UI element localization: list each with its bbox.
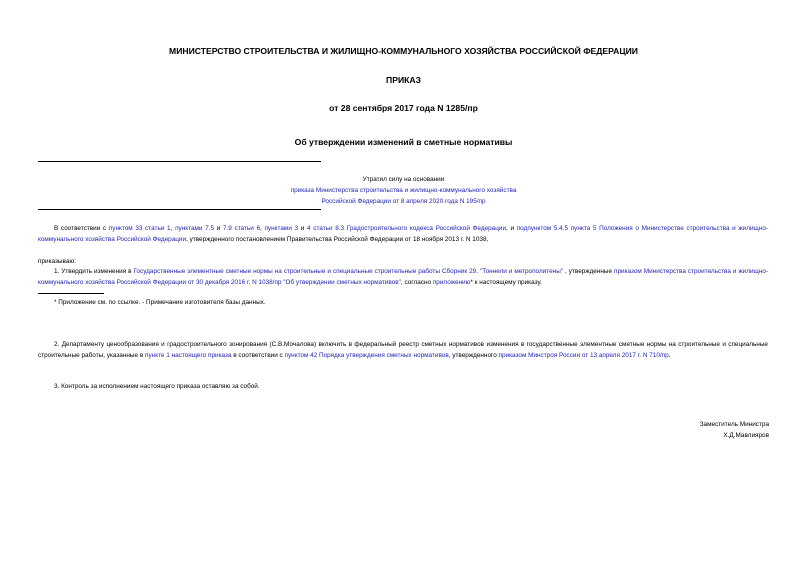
item-3-paragraph: 3. Контроль за исполнением настоящего приказа оставляю за собой.: [54, 383, 260, 390]
basis-text-5: и: [298, 225, 308, 232]
order-title: Об утверждении изменений в сметные нормативы: [294, 137, 513, 147]
lost-force-link-line1[interactable]: приказа Министерства строительства и жилищно-коммунального хозяйства: [290, 187, 517, 194]
item2-text-2: в соответствии с: [231, 352, 285, 359]
signature-block: [700, 419, 769, 441]
basis-text-6: , и: [506, 225, 517, 232]
link-ministry-regulation[interactable]: подпунктом 5.4.5 пункта 5 Положения о Министерстве строительства и жилищно-коммунального хозяйства Российской Федерации: [38, 225, 769, 243]
link-order-1038[interactable]: приказом Министерства строительства и жилищно-коммунального хозяйства Российской Федерации от 30 декабря 2016 г. N 1038/пр "Об утверждении сметных нормативов": [38, 268, 768, 286]
footnote-divider: [38, 293, 104, 294]
item1-text-3: , согласно: [400, 279, 433, 286]
basis-text-4: ,: [260, 225, 265, 232]
document-type: ПРИКАЗ: [386, 75, 421, 85]
signatory-name: Х.Д.Мавлияров: [723, 432, 769, 439]
basis-paragraph: [38, 223, 768, 245]
item-1-paragraph: [38, 266, 768, 288]
link-item1-this-order[interactable]: пункте 1 настоящего приказа: [145, 352, 232, 359]
item1-text-1: 1. Утвердить изменения в: [54, 268, 134, 275]
item1-text-4: * к настоящему приказу.: [470, 279, 542, 286]
item2-text-4: .: [668, 352, 671, 359]
item2-text-1: 2. Департаменту ценообразования и градостроительного зонирования (С.В.Мочалова) включить в федеральный реестр сметных нормативов изменения в государственные элементные сметные нормы на строительные и специальные строительные работы, указанные в: [38, 341, 768, 359]
ministry-heading: МИНИСТЕРСТВО СТРОИТЕЛЬСТВА И ЖИЛИЩНО-КОММУНАЛЬНОГО ХОЗЯЙСТВА РОССИЙСКОЙ ФЕДЕРАЦИИ: [169, 46, 638, 56]
item-2-paragraph: [38, 339, 768, 361]
orders-word: приказываю:: [38, 258, 76, 265]
basis-text-1: В соответствии с: [54, 225, 109, 232]
divider-top: [38, 161, 321, 162]
lost-force-label: Утратил силу на основании: [362, 176, 445, 183]
link-state-norms-collection-29[interactable]: Государственные элементные сметные нормы на строительные и специальные строительные работы Сборник 29. "Тоннели и метрополитены": [133, 268, 564, 275]
link-appendix[interactable]: приложению: [432, 279, 471, 286]
signatory-position: Заместитель Министра: [699, 421, 769, 428]
link-item33-article1[interactable]: пунктом 33 статьи 1: [108, 225, 171, 232]
basis-text-7: , утвержденного постановлением Правительства Российской Федерации от 18 ноября 2013 г. N 1038,: [186, 236, 489, 243]
link-7-9-article6[interactable]: 7.9 статьи 6: [222, 225, 261, 232]
lost-force-note: [180, 174, 627, 207]
link-items-7-5[interactable]: пунктами 7.5: [175, 225, 215, 232]
footnote: * Приложение см. по ссылке. - Примечание изготовителя базы данных.: [54, 299, 266, 306]
link-order-710[interactable]: приказом Минстроя России от 13 апреля 2017 г. N 710/пр: [498, 352, 669, 359]
basis-text-2: ,: [170, 225, 176, 232]
lost-force-link-line2[interactable]: Российской Федерации от 8 апреля 2020 года N 195/пр: [321, 198, 486, 205]
divider-bottom: [38, 209, 321, 210]
basis-text-3: и: [214, 225, 223, 232]
item1-text-2: , утвержденные: [563, 268, 615, 275]
link-town-planning-code[interactable]: 4 статьи 8.3 Градостроительного кодекса Российской Федерации: [307, 225, 507, 232]
item2-text-3: , утвержденного: [448, 352, 499, 359]
link-procedure-item42[interactable]: пунктом 42 Порядка утверждения сметных нормативов: [284, 352, 449, 359]
link-items-3[interactable]: пунктами 3: [264, 225, 299, 232]
order-date-number: от 28 сентября 2017 года N 1285/пр: [329, 103, 478, 113]
